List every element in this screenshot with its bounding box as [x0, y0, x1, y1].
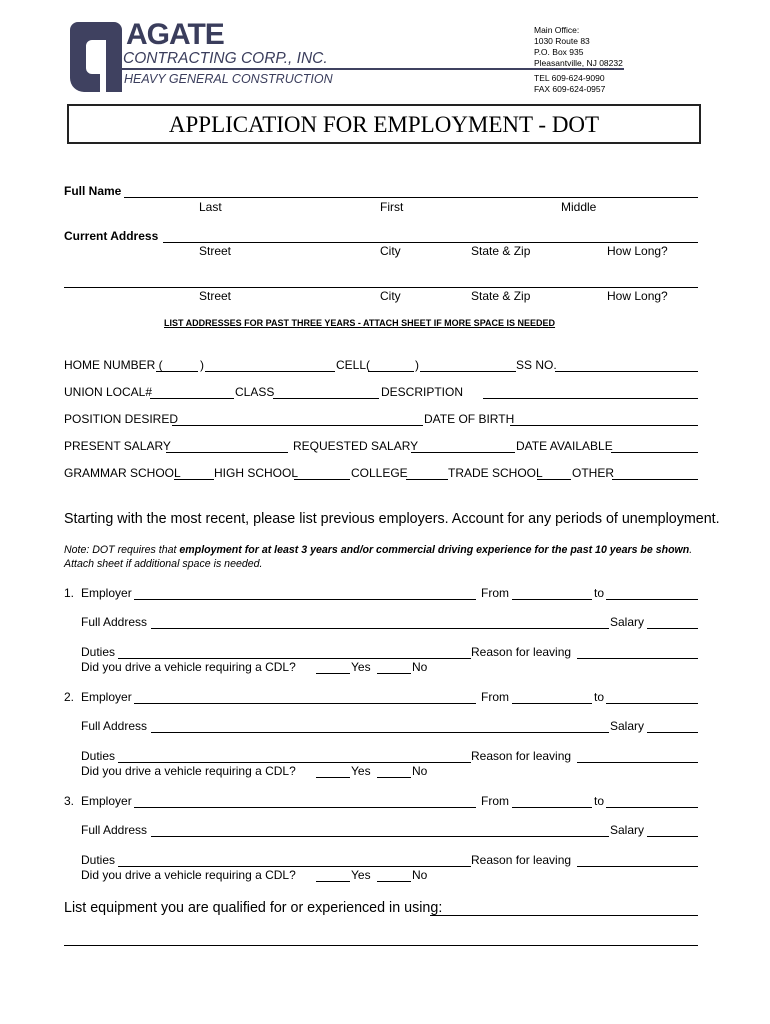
- company-name: AGATE: [126, 18, 224, 51]
- reason-label: Reason for leaving: [471, 749, 572, 763]
- equipment-label: List equipment you are qualified for or experienced in using:: [64, 900, 443, 916]
- home-number-label: HOME NUMBER (: [64, 358, 163, 372]
- company-tagline: HEAVY GENERAL CONSTRUCTION: [124, 72, 333, 86]
- cdl-no-label: No: [412, 764, 428, 778]
- union-label: UNION LOCAL#: [64, 385, 153, 399]
- dot-note: [64, 543, 704, 571]
- dob-label: DATE OF BIRTH: [424, 412, 515, 426]
- employer-label: Employer: [81, 586, 132, 600]
- from-label: From: [481, 690, 509, 704]
- salary-field[interactable]: [647, 822, 698, 837]
- cdl-question: Did you drive a vehicle requiring a CDL?: [81, 764, 296, 778]
- home-area-code-field[interactable]: [156, 357, 198, 372]
- salary-field[interactable]: [647, 614, 698, 629]
- full-address-label: Full Address: [81, 823, 148, 837]
- cell-label: CELL(: [336, 358, 371, 372]
- to-label: to: [594, 794, 605, 808]
- class-label: CLASS: [235, 385, 275, 399]
- high-school-field[interactable]: [294, 465, 350, 480]
- dob-field[interactable]: [510, 411, 698, 426]
- salary-label: Salary: [610, 823, 645, 837]
- address-city-caption: City: [380, 244, 401, 258]
- office-city: Pleasantville, NJ 08232: [534, 58, 623, 68]
- full-address-field[interactable]: [151, 822, 609, 837]
- full-address-field[interactable]: [151, 718, 609, 733]
- employer-field[interactable]: [134, 689, 476, 704]
- position-label: POSITION DESIRED: [64, 412, 179, 426]
- employment-intro: Starting with the most recent, please list previous employers. Account for any periods of unemployment.: [64, 511, 720, 527]
- duties-label: Duties: [81, 853, 116, 867]
- logo-mark-icon: [70, 22, 122, 92]
- form-title-box: [67, 104, 701, 144]
- employer-field[interactable]: [134, 793, 476, 808]
- prev-state-caption: State & Zip: [471, 289, 531, 303]
- duties-label: Duties: [81, 749, 116, 763]
- employer-number: 1.: [64, 586, 75, 600]
- description-label: DESCRIPTION: [381, 385, 464, 399]
- full-address-label: Full Address: [81, 719, 148, 733]
- cdl-no-field[interactable]: [377, 763, 411, 778]
- full-name-label: Full Name: [64, 184, 122, 198]
- cdl-no-label: No: [412, 868, 428, 882]
- cdl-yes-field[interactable]: [316, 763, 350, 778]
- ss-field[interactable]: [555, 357, 698, 372]
- cdl-no-label: No: [412, 660, 428, 674]
- office-pobox: P.O. Box 935: [534, 47, 584, 57]
- reason-field[interactable]: [577, 852, 698, 867]
- employer-field[interactable]: [134, 585, 476, 600]
- to-field[interactable]: [606, 689, 698, 704]
- employer-number: 3.: [64, 794, 75, 808]
- reason-label: Reason for leaving: [471, 645, 572, 659]
- present-salary-field[interactable]: [166, 438, 288, 453]
- employer-label: Employer: [81, 690, 132, 704]
- current-address-field[interactable]: [163, 228, 698, 243]
- address-howlong-caption: How Long?: [607, 244, 668, 258]
- cdl-yes-label: Yes: [351, 660, 371, 674]
- name-last-caption: Last: [199, 200, 222, 214]
- duties-field[interactable]: [118, 644, 471, 659]
- form-title: APPLICATION FOR EMPLOYMENT - DOT: [168, 112, 600, 137]
- cdl-no-field[interactable]: [377, 867, 411, 882]
- trade-school-label: TRADE SCHOOL: [448, 466, 543, 480]
- cell-area-code-field[interactable]: [368, 357, 414, 372]
- from-field[interactable]: [512, 793, 592, 808]
- dot-note-post: . Attach sheet if additional space is needed.: [64, 544, 693, 570]
- ss-label: SS NO.: [516, 358, 557, 372]
- equipment-field[interactable]: [430, 899, 698, 916]
- to-field[interactable]: [606, 585, 698, 600]
- cdl-yes-field[interactable]: [316, 867, 350, 882]
- salary-field[interactable]: [647, 718, 698, 733]
- reason-field[interactable]: [577, 748, 698, 763]
- cdl-yes-label: Yes: [351, 868, 371, 882]
- office-contact: [534, 73, 605, 95]
- cell-number-field[interactable]: [420, 357, 516, 372]
- from-label: From: [481, 586, 509, 600]
- salary-label: Salary: [610, 615, 645, 629]
- high-school-label: HIGH SCHOOL: [214, 466, 299, 480]
- reason-field[interactable]: [577, 644, 698, 659]
- cdl-question: Did you drive a vehicle requiring a CDL?: [81, 868, 296, 882]
- to-field[interactable]: [606, 793, 698, 808]
- other-field[interactable]: [612, 465, 698, 480]
- grammar-label: GRAMMAR SCHOOL: [64, 466, 181, 480]
- union-field[interactable]: [150, 384, 234, 399]
- employer-label: Employer: [81, 794, 132, 808]
- full-address-label: Full Address: [81, 615, 148, 629]
- description-field[interactable]: [483, 384, 698, 399]
- college-label: COLLEGE: [351, 466, 408, 480]
- current-address-label: Current Address: [64, 229, 159, 243]
- date-available-field[interactable]: [611, 438, 698, 453]
- reason-label: Reason for leaving: [471, 853, 572, 867]
- previous-address-field[interactable]: [64, 273, 698, 288]
- full-address-field[interactable]: [151, 614, 609, 629]
- class-field[interactable]: [273, 384, 379, 399]
- cdl-yes-label: Yes: [351, 764, 371, 778]
- other-label: OTHER: [572, 466, 614, 480]
- grammar-field[interactable]: [174, 465, 214, 480]
- name-first-caption: First: [380, 200, 404, 214]
- dot-note-bold: employment for at least 3 years and/or commercial driving experience for the past 10 years be shown: [179, 544, 690, 556]
- cdl-yes-field[interactable]: [316, 659, 350, 674]
- from-label: From: [481, 794, 509, 808]
- office-fax: FAX 609-624-0957: [534, 84, 606, 94]
- office-label: Main Office:: [534, 25, 580, 35]
- name-middle-caption: Middle: [561, 200, 597, 214]
- date-available-label: DATE AVAILABLE: [516, 439, 613, 453]
- employer-number: 2.: [64, 690, 75, 704]
- present-salary-label: PRESENT SALARY: [64, 439, 171, 453]
- duties-label: Duties: [81, 645, 116, 659]
- address-note: LIST ADDRESSES FOR PAST THREE YEARS - ATTACH SHEET IF MORE SPACE IS NEEDED: [164, 318, 556, 328]
- duties-field[interactable]: [118, 748, 471, 763]
- cell-close-paren: ): [415, 358, 419, 372]
- company-line2: CONTRACTING CORP., INC.: [123, 50, 328, 67]
- prev-howlong-caption: How Long?: [607, 289, 668, 303]
- home-close-paren: ): [200, 358, 204, 372]
- trade-school-field[interactable]: [537, 465, 571, 480]
- prev-street-caption: Street: [199, 289, 232, 303]
- office-address: [534, 25, 623, 69]
- from-field[interactable]: [512, 585, 592, 600]
- position-field[interactable]: [172, 411, 423, 426]
- from-field[interactable]: [512, 689, 592, 704]
- requested-salary-label: REQUESTED SALARY: [293, 439, 419, 453]
- to-label: to: [594, 690, 605, 704]
- full-name-field[interactable]: [124, 183, 698, 198]
- cdl-no-field[interactable]: [377, 659, 411, 674]
- prev-city-caption: City: [380, 289, 401, 303]
- equipment-field-2[interactable]: [64, 929, 698, 946]
- office-tel: TEL 609-624-9090: [534, 73, 605, 83]
- address-street-caption: Street: [199, 244, 232, 258]
- address-state-caption: State & Zip: [471, 244, 531, 258]
- salary-label: Salary: [610, 719, 645, 733]
- home-number-field[interactable]: [205, 357, 335, 372]
- dot-note-pre: Note: DOT requires that: [64, 544, 180, 556]
- duties-field[interactable]: [118, 852, 471, 867]
- requested-salary-field[interactable]: [411, 438, 515, 453]
- college-field[interactable]: [406, 465, 448, 480]
- to-label: to: [594, 586, 605, 600]
- office-street: 1030 Route 83: [534, 36, 590, 46]
- cdl-question: Did you drive a vehicle requiring a CDL?: [81, 660, 296, 674]
